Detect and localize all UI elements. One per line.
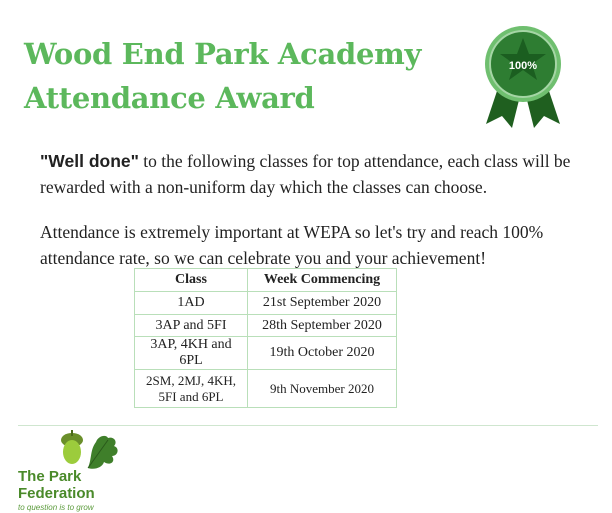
badge-label: 100% xyxy=(508,60,538,72)
class-cell: 2SM, 2MJ, 4KH, 5FI and 6PL xyxy=(135,370,248,408)
award-table xyxy=(134,268,397,408)
week-cell: 9th November 2020 xyxy=(248,370,397,408)
well-done-text: "Well done" xyxy=(40,151,139,171)
logo-name-line-2: Federation xyxy=(18,485,95,502)
column-header-week: Week Commencing xyxy=(248,269,397,292)
park-federation-logo xyxy=(14,428,124,510)
table-row xyxy=(135,315,397,337)
class-cell: 3AP and 5FI xyxy=(135,315,248,337)
title-line-2: Attendance Award xyxy=(24,81,315,115)
congratulations-text: to the following classes for top attendance, each class will be rewarded with a non-uniform day which the classes can choose. xyxy=(40,151,571,197)
table-row xyxy=(135,337,397,370)
divider xyxy=(18,425,598,426)
week-cell: 28th September 2020 xyxy=(248,315,397,337)
week-cell: 21st September 2020 xyxy=(248,292,397,315)
title-line-1: Wood End Park Academy xyxy=(24,37,422,71)
week-cell: 19th October 2020 xyxy=(248,337,397,370)
class-cell: 1AD xyxy=(135,292,248,315)
logo-tagline: to question is to grow xyxy=(18,503,94,512)
table-header-row xyxy=(135,269,397,292)
acorn-leaf-icon xyxy=(58,428,124,472)
column-header-class: Class xyxy=(135,269,248,292)
logo-name-line-1: The Park xyxy=(18,468,82,485)
logo-name xyxy=(18,468,95,502)
table-row xyxy=(135,292,397,315)
table-row xyxy=(135,370,397,408)
class-cell: 3AP, 4KH and 6PL xyxy=(135,337,248,370)
congratulations-paragraph xyxy=(40,148,580,200)
page-title xyxy=(24,32,464,120)
attendance-paragraph: Attendance is extremely important at WEPA so let's try and reach 100% attendance rate, so we can celebrate you and your achievement! xyxy=(40,222,544,268)
award-rosette-icon xyxy=(478,24,568,134)
